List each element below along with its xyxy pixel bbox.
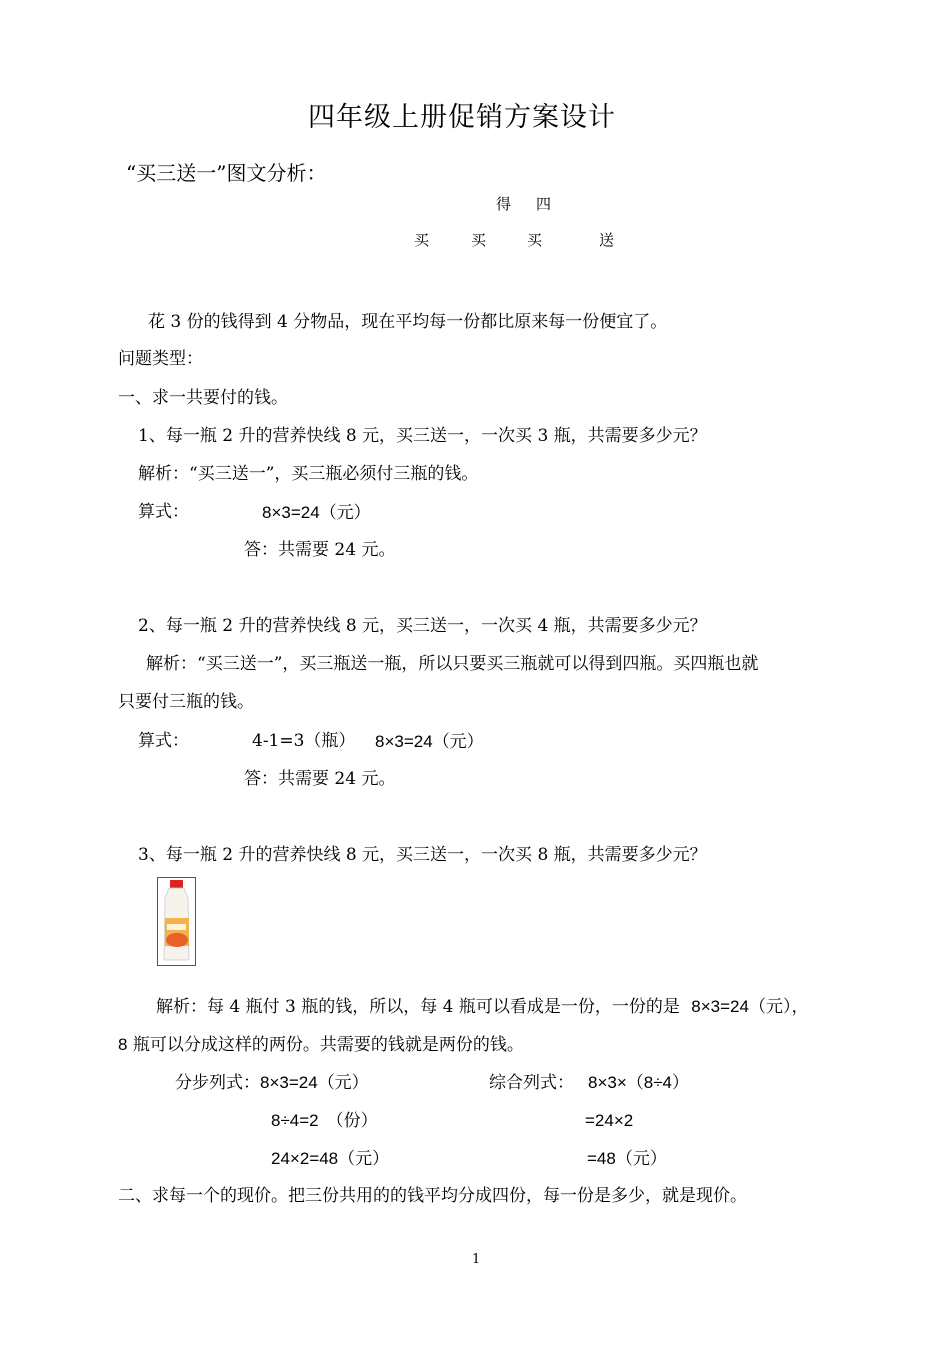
q3-analysis-number: 8 bbox=[118, 1035, 128, 1054]
q3-combined-row-2: =24×2 bbox=[585, 1111, 634, 1130]
q3-combined-row-1 bbox=[489, 1074, 689, 1092]
milk-bottle-image bbox=[157, 877, 196, 966]
q3-step-1-expression: 8×3=24 bbox=[260, 1073, 318, 1092]
diagram-top-label: 四 bbox=[536, 195, 552, 213]
q3-step-3-unit: （元） bbox=[338, 1149, 390, 1169]
q2-analysis-line-1: 解析：“买三送一”，买三瓶送一瓶，所以只要买三瓶就可以得到四瓶。买四瓶也就 bbox=[146, 654, 759, 674]
q3-analysis-text: 瓶可以分成这样的两份。共需要的钱就是两份的钱。 bbox=[127, 1035, 524, 1055]
q3-analysis-line-2 bbox=[118, 1036, 524, 1054]
q3-step-3-expression: 24×2=48 bbox=[271, 1149, 339, 1168]
intro-paragraph: 花 3 份的钱得到 4 分物品，现在平均每一份都比原来每一份便宜了。 bbox=[148, 312, 668, 332]
q3-combined-3-expression: =48 bbox=[587, 1149, 616, 1168]
q3-question: 3、每一瓶 2 升的营养快线 8 元，买三送一，一次买 8 瓶，共需要多少元？ bbox=[138, 845, 707, 865]
q2-question: 2、每一瓶 2 升的营养快线 8 元，买三送一，一次买 4 瓶，共需要多少元？ bbox=[138, 616, 707, 636]
question-type-heading: 问题类型： bbox=[118, 349, 203, 369]
q2-formula-b-unit: （元） bbox=[432, 732, 484, 752]
q2-analysis-line-2: 只要付三瓶的钱。 bbox=[118, 692, 254, 712]
diagram-bottom-label: 买 bbox=[527, 231, 543, 249]
q1-question: 1、每一瓶 2 升的营养快线 8 元，买三送一，一次买 3 瓶，共需要多少元？ bbox=[138, 426, 707, 446]
q3-step-row-2 bbox=[271, 1112, 378, 1130]
q1-formula-label: 算式： bbox=[138, 502, 189, 522]
section-2-heading: 二、求每一个的现价。把三份共用的的钱平均分成四份，每一份是多少，就是现价。 bbox=[118, 1186, 747, 1206]
q3-combined-label: 综合列式： bbox=[489, 1073, 574, 1093]
q2-formula-label: 算式： bbox=[138, 731, 189, 751]
q3-step-label: 分步列式： bbox=[175, 1073, 260, 1093]
diagram-bottom-label: 买 bbox=[471, 231, 487, 249]
q3-step-2-expression: 8÷4=2 bbox=[271, 1111, 319, 1130]
q3-analysis-unit: （元）， bbox=[748, 997, 809, 1017]
q3-step-1-unit: （元） bbox=[317, 1073, 369, 1093]
bottle-icon bbox=[158, 878, 195, 965]
page-number: 1 bbox=[472, 1252, 481, 1267]
q3-combined-row-3 bbox=[587, 1150, 667, 1168]
page-title: 四年级上册促销方案设计 bbox=[308, 102, 616, 133]
q2-formula-a: 4-1=3（瓶） bbox=[252, 731, 356, 751]
q3-step-row-1 bbox=[175, 1074, 369, 1092]
q3-step-2-unit: （份） bbox=[326, 1111, 378, 1131]
q1-analysis: 解析：“买三送一”，买三瓶必须付三瓶的钱。 bbox=[138, 464, 479, 484]
section-1-heading: 一、求一共要付的钱。 bbox=[118, 388, 288, 408]
diagram-top-label: 得 bbox=[496, 195, 512, 213]
q1-formula-expression: 8×3=24 bbox=[262, 503, 320, 522]
q3-analysis-text: 解析：每 4 瓶付 3 瓶的钱，所以，每 4 瓶可以看成是一份，一份的是 bbox=[156, 997, 680, 1017]
q3-combined-3-unit: （元） bbox=[615, 1149, 667, 1169]
q2-answer: 答：共需要 24 元。 bbox=[244, 769, 396, 789]
q3-step-row-3 bbox=[271, 1150, 389, 1168]
q1-formula bbox=[262, 504, 371, 522]
q3-analysis-line-1 bbox=[156, 998, 808, 1016]
q2-formula-b bbox=[375, 733, 484, 751]
subtitle: “买三送一”图文分析： bbox=[126, 161, 327, 185]
diagram-bottom-label: 买 bbox=[414, 231, 430, 249]
q1-answer: 答：共需要 24 元。 bbox=[244, 540, 396, 560]
q3-combined-1-expression: 8×3×（8÷4） bbox=[588, 1073, 690, 1092]
q2-formula-b-expression: 8×3=24 bbox=[375, 732, 433, 751]
q1-formula-unit: （元） bbox=[319, 503, 371, 523]
diagram-bottom-label: 送 bbox=[599, 231, 615, 249]
q3-analysis-expression: 8×3=24 bbox=[691, 997, 749, 1016]
